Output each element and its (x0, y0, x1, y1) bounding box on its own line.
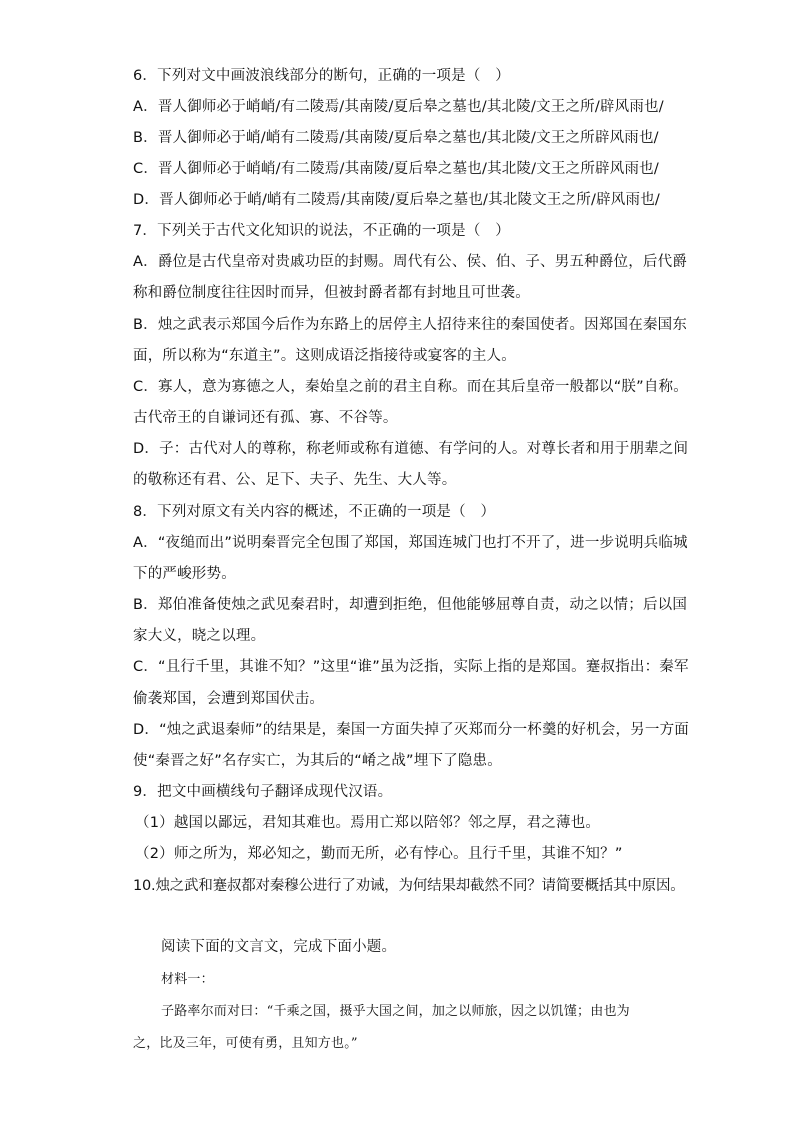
q9-stem: 9．把文中画横线句子翻译成现代汉语。 (133, 784, 393, 800)
material-label: 材料一： (161, 972, 214, 987)
q8-line: 家大义，晓之以理。 (133, 628, 266, 644)
q8-line: C．“且行千里，其谁不知？”这里“谁”虽为泛指，实际上指的是郑国。蹇叔指出：秦军 (133, 659, 689, 675)
q6-option-d: D．晋人御师必于峭/峭有二陵焉/其南陵/夏后皋之墓也/其北陵文王之所/辟风雨也/ (133, 192, 660, 208)
q9-item-2: （2）师之所为，郑必知之，勤而无所，必有悖心。且行千里，其谁不知？” (135, 846, 623, 862)
q8-line: D．“烛之武退秦师”的结果是，秦国一方面失掉了灭郑而分一杯羹的好机会，另一方面 (133, 722, 689, 738)
q7-stem: 7．下列关于古代文化知识的说法，不正确的一项是（ ） (133, 223, 510, 239)
q9-item-1: （1）越国以鄙远，君知其难也。焉用亡郑以陪邻？邻之厚，君之薄也。 (135, 815, 601, 831)
q8-line: 下的严峻形势。 (133, 566, 236, 582)
q8-line: 使“秦晋之好”名存实亡，为其后的“崤之战”埋下了隐患。 (133, 753, 502, 769)
q8-line: 偷袭郑国，会遭到郑国伏击。 (133, 691, 325, 707)
q6-stem: 6．下列对文中画波浪线部分的断句，正确的一项是（ ） (133, 68, 510, 84)
q10-stem: 10.烛之武和蹇叔都对秦穆公进行了劝诫，为何结果却截然不同？请简要概括其中原因。 (133, 878, 685, 894)
q6-option-b: B．晋人御师必于峭/峭有二陵焉/其南陵/夏后皋之墓也/其北陵/文王之所辟风雨也/ (133, 130, 659, 146)
q6-option-a: A．晋人御师必于峭峭/有二陵焉/其南陵/夏后皋之墓也/其北陵/文王之所/辟风雨也/ (133, 99, 664, 115)
passage-line: 之，比及三年，可使有勇，且知方也。” (133, 1036, 358, 1051)
reading-intro: 阅读下面的文言文，完成下面小题。 (161, 939, 397, 955)
q7-line: 称和爵位制度往往因时而异，但被封爵者都有封地且可世袭。 (133, 285, 530, 301)
q7-line: B．烛之武表示郑国今后作为东路上的居停主人招待来往的秦国使者。因郑国在秦国东 (133, 317, 688, 333)
q6-option-c: C．晋人御师必于峭峭/有二陵焉/其南陵/夏后皋之墓也/其北陵/文王之所辟风雨也/ (133, 161, 659, 177)
q7-line: 古代帝王的自谦词还有孤、寡、不谷等。 (133, 410, 398, 426)
q8-line: A．“夜缒而出”说明秦晋完全包围了郑国，郑国连城门也打不开了，进一步说明兵临城 (133, 535, 688, 551)
q8-line: B．郑伯准备使烛之武见秦君时，却遭到拒绝，但他能够屈尊自责，动之以情；后以国 (133, 597, 688, 613)
q7-line: 面，所以称为“东道主”。这则成语泛指接待或宴客的主人。 (133, 348, 516, 364)
q8-stem: 8．下列对原文有关内容的概述，不正确的一项是（ ） (133, 504, 496, 520)
q7-line: A．爵位是古代皇帝对贵戚功臣的封赐。周代有公、侯、伯、子、男五种爵位，后代爵 (133, 254, 688, 270)
q7-line: C．寡人，意为寡德之人，秦始皇之前的君主自称。而在其后皇帝一般都以“朕”自称。 (133, 379, 688, 395)
q7-line: D．子：古代对人的尊称，称老师或称有道德、有学问的人。对尊长者和用于朋辈之间 (133, 441, 689, 457)
passage-line: 子路率尔而对曰：“千乘之国，摄乎大国之间，加之以师旅，因之以饥馑；由也为 (161, 1004, 630, 1019)
q7-line: 的敬称还有君、公、足下、夫子、先生、大人等。 (133, 472, 457, 488)
